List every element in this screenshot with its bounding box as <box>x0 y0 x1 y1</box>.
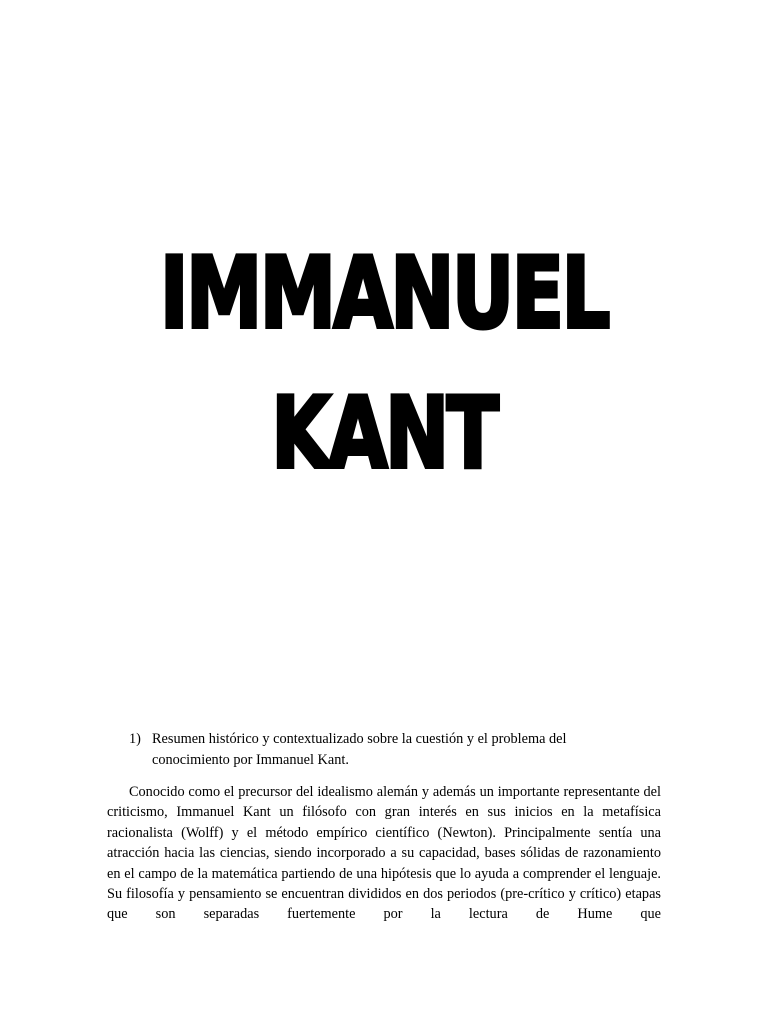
title-line-1: IMMANUEL <box>160 237 608 351</box>
question-text: Resumen histórico y contextualizado sobre la cuestión y el problema del conocimiento por Immanuel Kant. <box>152 731 567 768</box>
question-number: 1) <box>129 731 141 747</box>
title-line-2: KANT <box>271 377 497 491</box>
body-paragraph: Conocido como el precursor del idealismo alemán y además un importante representante del criticismo, Immanuel Kant un filósofo con gran interés en sus inicios en la metafísica racionalista (Wolff) y el método empírico científico (Newton). Principalmente sentía una atracción hacia las ciencias, siendo incorporado a su capacidad, bases sólidas de razonamiento en el campo de la matemática partiendo de una hipótesis que lo ayuda a comprender el lenguaje. Su filosofía y pensamiento se encuentran divididos en dos periodos (pre-crítico y crítico) etapas que son separadas fuertemente por la lectura de Hume que <box>107 784 661 923</box>
numbered-question <box>129 729 599 771</box>
